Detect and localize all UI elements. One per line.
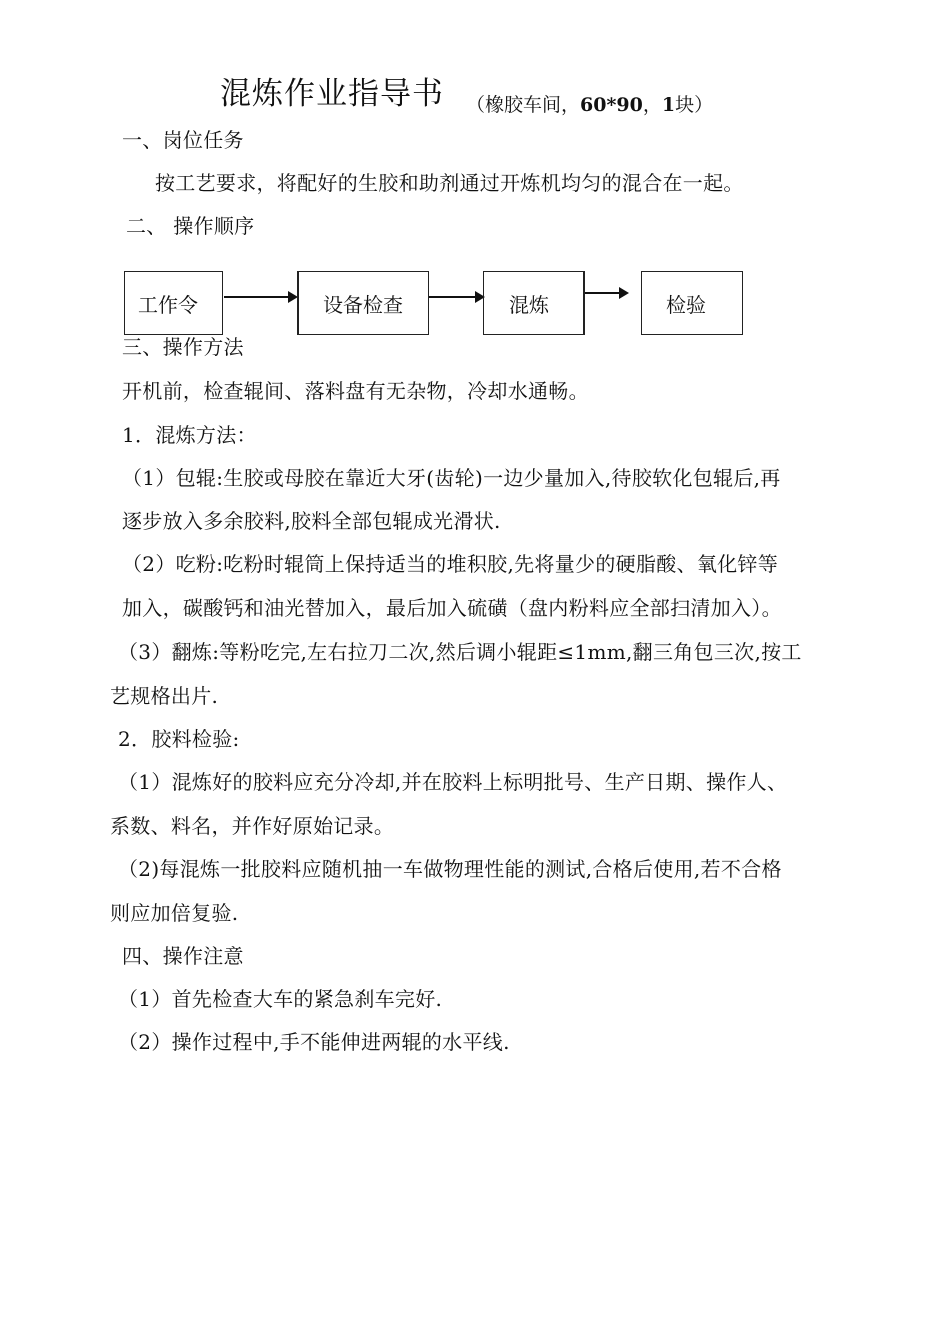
note-2: （2）操作过程中,手不能伸进两辊的水平线. [118,1030,510,1054]
method-1-1-line-b: 逐步放入多余胶料,胶料全部包辊成光滑状. [122,509,501,533]
section-2-heading: 二、 操作顺序 [126,214,255,238]
flow-step-work-order: 工作令 [124,271,223,335]
method-1-3-line-a: （3）翻炼:等粉吃完,左右拉刀二次,然后调小辊距≤1mm,翻三角包三次,按工 [118,640,802,664]
doc-title: 混炼作业指导书 [220,76,444,112]
section-3-heading: 三、操作方法 [122,335,244,359]
flow-arrow-3 [585,292,627,294]
method-1-heading: 1．混炼方法： [122,423,257,447]
section-4-heading: 四、操作注意 [122,944,244,968]
flow-step-inspection: 检验 [641,271,743,335]
flow-step-equipment-check: 设备检查 [297,271,429,335]
method-1-2-line-a: （2）吃粉:吃粉时辊筒上保持适当的堆积胶,先将量少的硬脂酸、氧化锌等 [122,552,779,576]
method-2-1-line-a: （1）混炼好的胶料应充分冷却,并在胶料上标明批号、生产日期、操作人、 [118,770,788,794]
method-1-1-line-a: （1）包辊:生胶或母胶在靠近大牙(齿轮)一边少量加入,待胶软化包辊后,再 [122,466,781,490]
subtitle-sep: ， [642,94,662,116]
method-1-2-line-b: 加入，碳酸钙和油光替加入，最后加入硫磺（盘内粉料应全部扫清加入）。 [122,596,782,620]
method-2-2-line-a: （2)每混炼一批胶料应随机抽一车做物理性能的测试,合格后使用,若不合格 [118,857,782,881]
note-1: （1）首先检查大车的紧急刹车完好. [118,987,443,1011]
method-2-2-line-b: 则应加倍复验. [110,901,239,925]
flow-arrow-1 [224,296,296,298]
method-2-1-line-b: 系数、料名，并作好原始记录。 [110,814,395,838]
method-2-heading: 2．胶料检验: [118,727,240,751]
subtitle-count: 1 [661,94,676,116]
subtitle-close: 块） [675,94,714,116]
flow-step-mixing: 混炼 [483,271,585,335]
flow-arrow-2 [429,296,483,298]
subtitle-open: （橡胶车间， [466,94,581,116]
section-3-pre-start: 开机前，检查辊间、落料盘有无杂物，冷却水通畅。 [122,379,589,403]
section-1-text: 按工艺要求，将配好的生胶和助剂通过开炼机均匀的混合在一起。 [155,171,744,195]
subtitle-spec: 60*90 [580,94,643,116]
method-1-3-line-b: 艺规格出片. [110,684,219,708]
doc-subtitle [466,90,713,117]
section-1-heading: 一、岗位任务 [122,128,244,152]
